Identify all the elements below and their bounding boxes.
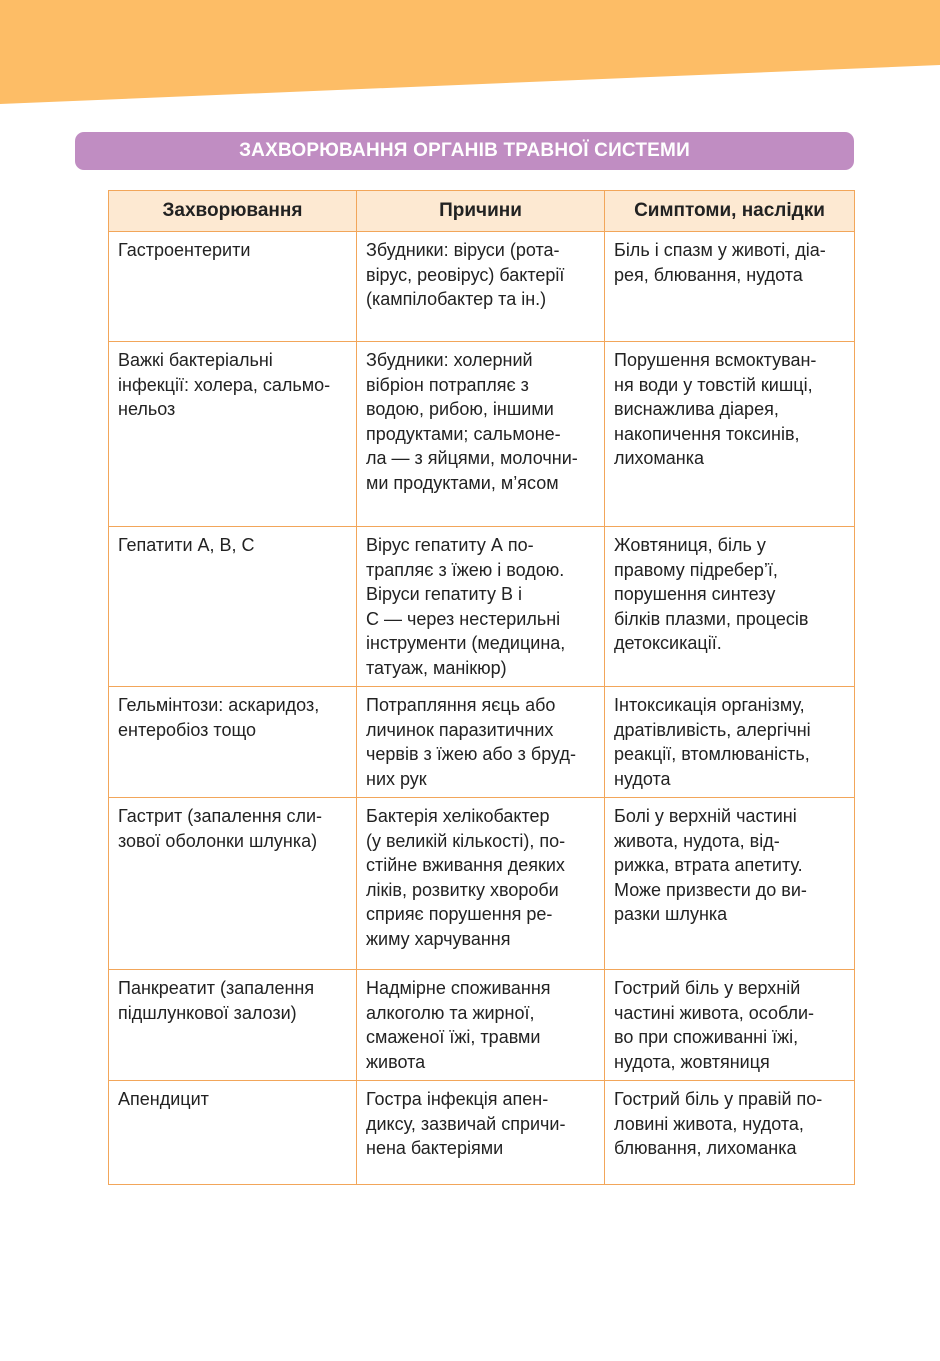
cell-symptoms-text: Порушення всмоктуван- ня води у товстій кишці, виснажлива діарея, накопичення токсинів, лихоманка [614, 350, 817, 468]
cell-disease [109, 687, 357, 798]
table-header-row [109, 191, 855, 232]
table-row [109, 527, 855, 687]
cell-disease [109, 527, 357, 687]
cell-symptoms-text: Гострий біль у верхній частині живота, особли- во при споживанні їжі, нудота, жовтяниця [614, 978, 815, 1072]
cell-causes [357, 970, 605, 1081]
cell-disease [109, 798, 357, 970]
table-row [109, 232, 855, 342]
cell-symptoms-text: Біль і спазм у животі, діа- рея, блювання, нудота [614, 240, 826, 285]
cell-causes-text: Збудники: холерний вібріон потрапляє з водою, рибою, іншими продуктами; сальмоне- ла — з яйцями, молочни- ми продуктами, м’ясом [366, 350, 578, 493]
cell-symptoms [605, 687, 855, 798]
table-body [109, 232, 855, 1185]
cell-disease [109, 1081, 357, 1185]
cell-causes-text: Гостра інфекція апен- диксу, зазвичай спричи- нена бактеріями [366, 1089, 566, 1158]
cell-disease-text: Гепатити А, В, С [118, 535, 255, 555]
cell-symptoms-text: Жовтяниця, біль у правому підребер’ї, порушення синтезу білків плазми, процесів детоксикації. [614, 535, 809, 653]
header-disease: Захворювання [109, 191, 357, 232]
top-decorative-band [0, 0, 940, 110]
cell-symptoms-text: Болі у верхній частині живота, нудота, від- рижка, втрата апетиту. Може призвести до ви- разки шлунка [614, 806, 807, 924]
cell-symptoms-text: Гострий біль у правій по- ловині живота, нудота, блювання, лихоманка [614, 1089, 823, 1158]
top-band-shape [0, 0, 940, 104]
header-symptoms: Симптоми, наслідки [605, 191, 855, 232]
table-title-bar [75, 132, 854, 170]
table-row [109, 798, 855, 970]
cell-causes [357, 232, 605, 342]
table-row [109, 342, 855, 527]
cell-disease [109, 342, 357, 527]
cell-symptoms-text: Інтоксикація організму, дратівливість, алергічні реакції, втомлюваність, нудота [614, 695, 811, 789]
cell-causes [357, 798, 605, 970]
cell-symptoms [605, 527, 855, 687]
table-title: ЗАХВОРЮВАННЯ ОРГАНІВ ТРАВНОЇ СИСТЕМИ [239, 140, 690, 161]
cell-symptoms [605, 232, 855, 342]
cell-causes [357, 342, 605, 527]
diseases-table [108, 190, 855, 1185]
cell-causes-text: Надмірне споживання алкоголю та жирної, смаженої їжі, травми живота [366, 978, 551, 1072]
cell-disease-text: Гастрит (запалення сли- зової оболонки шлунка) [118, 806, 323, 851]
cell-causes [357, 687, 605, 798]
cell-causes-text: Збудники: віруси (рота- вірус, реовірус) бактерії (кампілобактер та ін.) [366, 240, 565, 309]
cell-causes-text: Бактерія хелікобактер (у великій кількості), по- стійне вживання деяких ліків, розвитку хвороби сприяє порушення ре- жиму харчування [366, 806, 566, 949]
cell-disease-text: Гастроентерити [118, 240, 251, 260]
table-row [109, 1081, 855, 1185]
cell-causes [357, 527, 605, 687]
cell-causes [357, 1081, 605, 1185]
cell-disease-text: Гельмінтози: аскаридоз, ентеробіоз тощо [118, 695, 320, 740]
cell-causes-text: Потрапляння яєць або личинок паразитичних червів з їжею або з бруд- них рук [366, 695, 576, 789]
cell-disease-text: Важкі бактеріальні інфекції: холера, сальмо- нельоз [118, 350, 331, 419]
cell-disease [109, 232, 357, 342]
table-row [109, 970, 855, 1081]
cell-symptoms [605, 1081, 855, 1185]
cell-symptoms [605, 342, 855, 527]
table-row [109, 687, 855, 798]
cell-symptoms [605, 798, 855, 970]
header-causes: Причини [357, 191, 605, 232]
cell-disease-text: Апендицит [118, 1089, 209, 1109]
cell-causes-text: Вірус гепатиту А по- трапляє з їжею і водою. Віруси гепатиту В і С — через нестерильні інструменти (медицина, татуаж, манікюр) [366, 535, 566, 678]
cell-symptoms [605, 970, 855, 1081]
cell-disease [109, 970, 357, 1081]
cell-disease-text: Панкреатит (запалення підшлункової залози) [118, 978, 315, 1023]
